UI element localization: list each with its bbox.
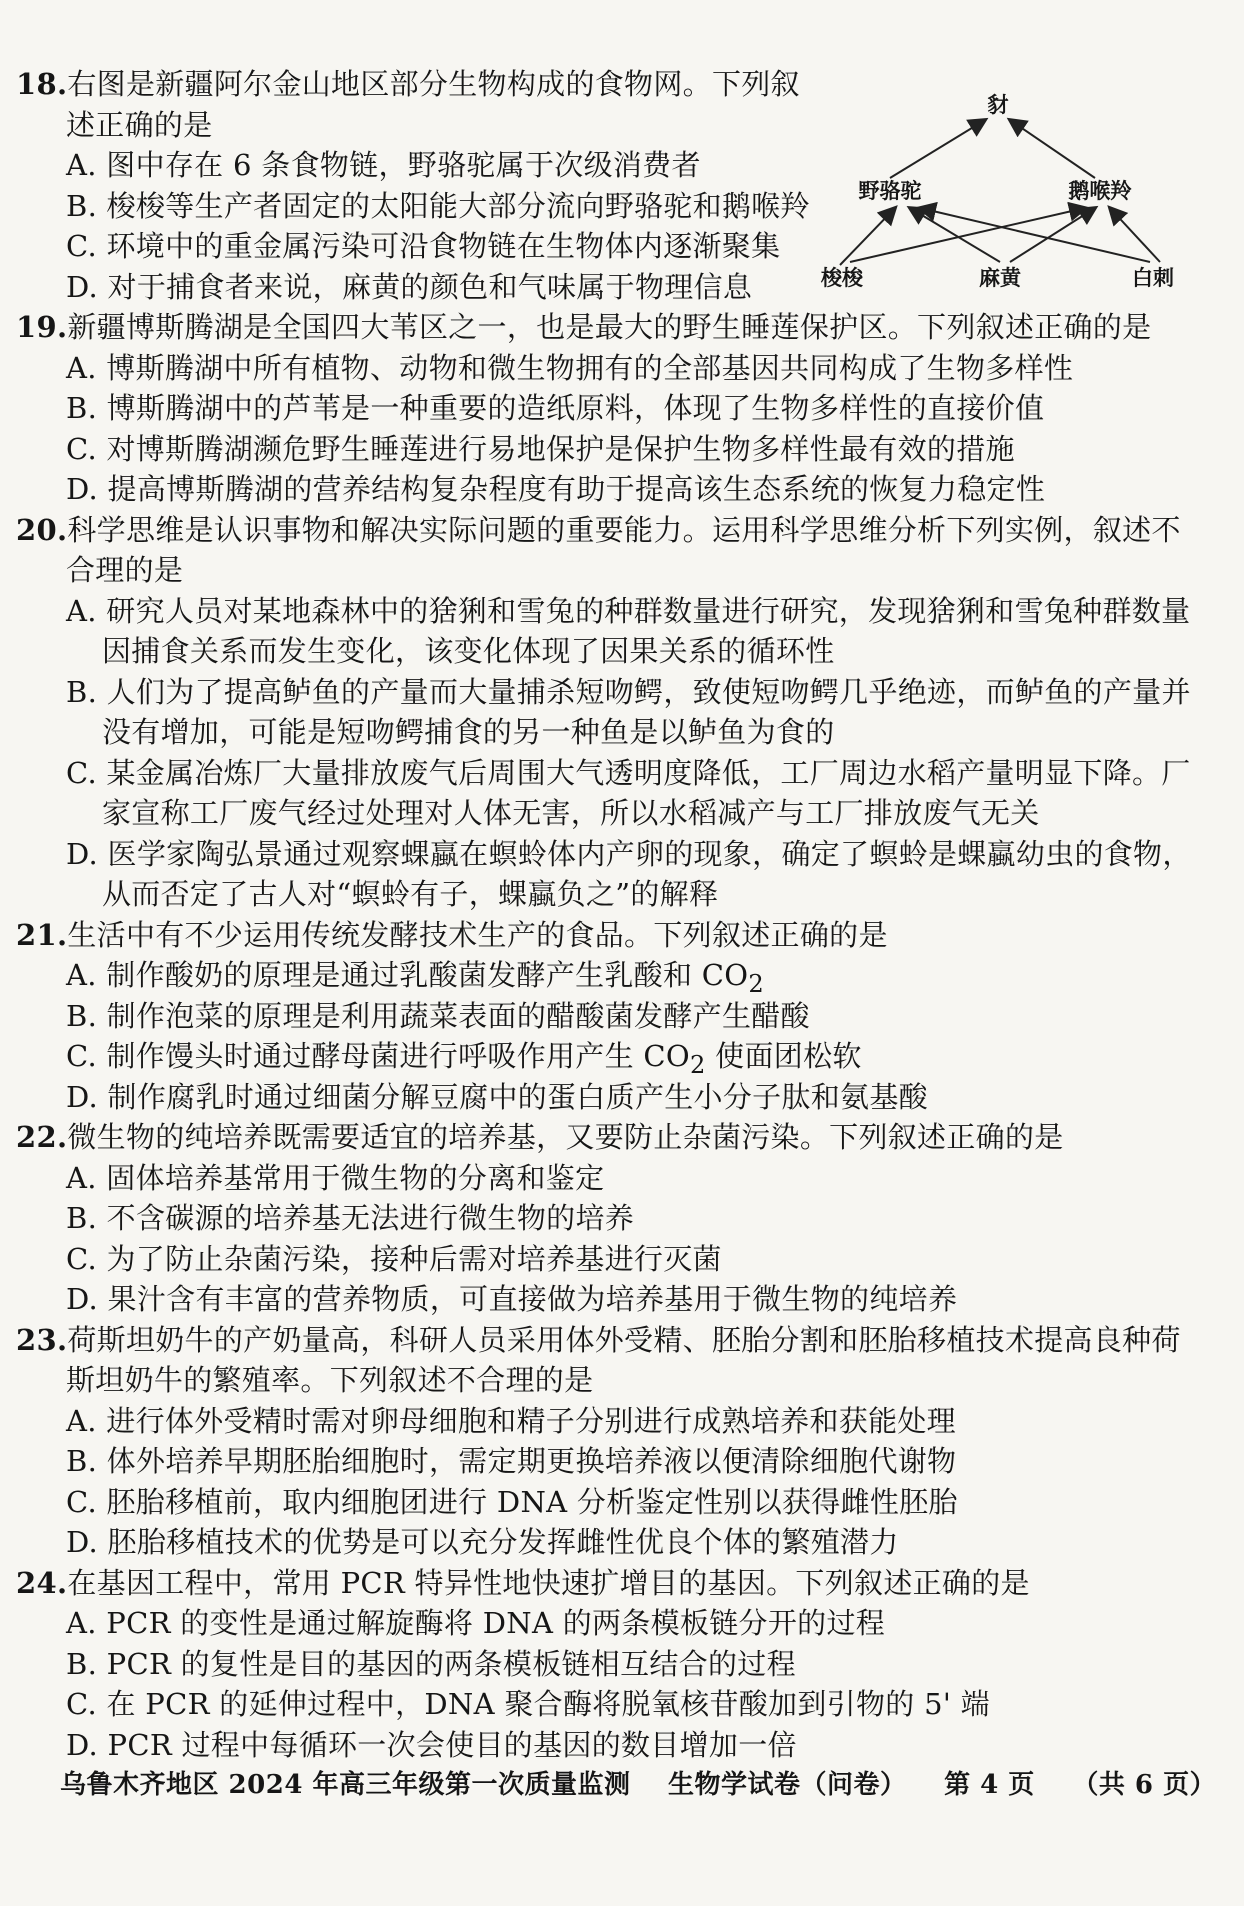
q23-option-b: B. 体外培养早期胚胎细胞时，需定期更换培养液以便清除细胞代谢物 (66, 1444, 957, 1478)
q24-option-a: A. PCR 的变性是通过解旋酶将 DNA 的两条模板链分开的过程 (66, 1606, 886, 1640)
q19-option-b: B. 博斯腾湖中的芦苇是一种重要的造纸原料，体现了生物多样性的直接价值 (66, 391, 1045, 425)
q18-stem-line1: 18.右图是新疆阿尔金山地区部分生物构成的食物网。下列叙 (16, 67, 800, 101)
q20-option-a-line1: A. 研究人员对某地森林中的猞猁和雪兔的种群数量进行研究，发现猞猁和雪兔种群数量 (66, 593, 1191, 628)
q20-option-b-line2: 没有增加，可能是短吻鳄捕食的另一种鱼是以鲈鱼为食的 (102, 715, 835, 749)
q18-option-a: A. 图中存在 6 条食物链，野骆驼属于次级消费者 (66, 148, 701, 182)
q19-option-c: C. 对博斯腾湖濒危野生睡莲进行易地保护是保护生物多样性最有效的措施 (66, 431, 1015, 466)
q24-option-c: C. 在 PCR 的延伸过程中，DNA 聚合酶将脱氧核苷酸加到引物的 5' 端 (66, 1687, 990, 1721)
q23-option-a: A. 进行体外受精时需对卵母细胞和精子分别进行成熟培养和获能处理 (66, 1403, 956, 1438)
page-footer (60, 1764, 1217, 1801)
q20-option-a-line2: 因捕食关系而发生变化，该变化体现了因果关系的循环性 (102, 634, 835, 668)
q20-option-c-line2: 家宣称工厂废气经过处理对人体无害，所以水稻减产与工厂排放废气无关 (102, 796, 1040, 830)
q21-option-a: A. 制作酸奶的原理是通过乳酸菌发酵产生乳酸和 $CO_2$ (66, 958, 765, 998)
q23-stem-line1: 23.荷斯坦奶牛的产奶量高，科研人员采用体外受精、胚胎分割和胚胎移植技术提高良种荷 (16, 1322, 1181, 1357)
q21-option-b: B. 制作泡菜的原理是利用蔬菜表面的醋酸菌发酵产生醋酸 (66, 998, 810, 1033)
node-goitered-gazelle: 鹅喉羚 (1068, 180, 1132, 203)
q22-option-c: C. 为了防止杂菌污染，接种后需对培养基进行灭菌 (66, 1241, 722, 1276)
q19-option-a: A. 博斯腾湖中所有植物、动物和微生物拥有的全部基因共同构成了生物多样性 (66, 350, 1074, 385)
q23-option-c: C. 胚胎移植前，取内细胞团进行 DNA 分析鉴定性别以获得雌性胚胎 (66, 1484, 958, 1519)
q22-stem: 22.微生物的纯培养既需要适宜的培养基，又要防止杂菌污染。下列叙述正确的是 (16, 1120, 1064, 1154)
q18-option-c: C. 环境中的重金属污染可沿食物链在生物体内逐渐聚集 (66, 229, 781, 263)
node-saxaul: 梭梭 (821, 267, 863, 290)
q18-option-d: D. 对于捕食者来说，麻黄的颜色和气味属于物理信息 (66, 269, 753, 304)
q19-option-d: D. 提高博斯腾湖的营养结构复杂程度有助于提高该生态系统的恢复力稳定性 (66, 472, 1046, 506)
q21-stem: 21.生活中有不少运用传统发酵技术生产的食品。下列叙述正确的是 (16, 917, 888, 952)
q20-option-d-line2: 从而否定了古人对“螟蛉有子，蜾蠃负之”的解释 (102, 877, 719, 911)
q18-stem-line2: 述正确的是 (66, 107, 213, 142)
footer-exam-title: 乌鲁木齐地区 2024 年高三年级第一次质量监测 (60, 1770, 631, 1800)
q21-option-c: C. 制作馒头时通过酵母菌进行呼吸作用产生 $CO_2$ 使面团松软 (66, 1039, 862, 1079)
q23-option-d: D. 胚胎移植技术的优势是可以充分发挥雌性优良个体的繁殖潜力 (66, 1525, 899, 1559)
footer-page-number: 第 4 页 (944, 1770, 1035, 1800)
q20-option-d-line1: D. 医学家陶弘景通过观察蜾蠃在螟蛉体内产卵的现象，确定了螟蛉是蜾蠃幼虫的食物， (66, 836, 1192, 871)
node-wild-camel: 野骆驼 (858, 180, 922, 203)
footer-subject: 生物学试卷（问卷） (668, 1770, 907, 1800)
q21-option-d: D. 制作腐乳时通过细菌分解豆腐中的蛋白质产生小分子肽和氨基酸 (66, 1079, 928, 1114)
q22-option-d: D. 果汁含有丰富的营养物质，可直接做为培养基用于微生物的纯培养 (66, 1282, 958, 1316)
question-list (10, 64, 1190, 1765)
node-dhole: 豺 (987, 94, 1009, 117)
q20-stem-line2: 合理的是 (66, 553, 184, 587)
footer-total-pages: （共 6 页） (1072, 1770, 1217, 1800)
node-nitraria: 白刺 (1132, 267, 1174, 290)
q20-stem-line1: 20.科学思维是认识事物和解决实际问题的重要能力。运用科学思维分析下列实例，叙述不 (16, 512, 1181, 547)
q24-option-b: B. PCR 的复性是目的基因的两条模板链相互结合的过程 (66, 1646, 796, 1681)
q24-option-d: D. PCR 过程中每循环一次会使目的基因的数目增加一倍 (66, 1727, 797, 1762)
q18-option-b: B. 梭梭等生产者固定的太阳能大部分流向野骆驼和鹅喉羚 (66, 188, 810, 223)
q22-option-b: B. 不含碳源的培养基无法进行微生物的培养 (66, 1201, 635, 1235)
q24-stem: 24.在基因工程中，常用 PCR 特异性地快速扩增目的基因。下列叙述正确的是 (16, 1565, 1030, 1600)
q22-option-a: A. 固体培养基常用于微生物的分离和鉴定 (66, 1160, 605, 1195)
node-ephedra: 麻黄 (979, 267, 1021, 290)
q20-option-c-line1: C. 某金属冶炼厂大量排放废气后周围大气透明度降低，工厂周边水稻产量明显下降。厂 (66, 755, 1191, 790)
q23-stem-line2: 斯坦奶牛的繁殖率。下列叙述不合理的是 (66, 1363, 594, 1397)
q20-option-b-line1: B. 人们为了提高鲈鱼的产量而大量捕杀短吻鳄，致使短吻鳄几乎绝迹，而鲈鱼的产量并 (66, 674, 1191, 709)
q19-stem: 19.新疆博斯腾湖是全国四大苇区之一，也是最大的野生睡莲保护区。下列叙述正确的是 (16, 310, 1152, 344)
